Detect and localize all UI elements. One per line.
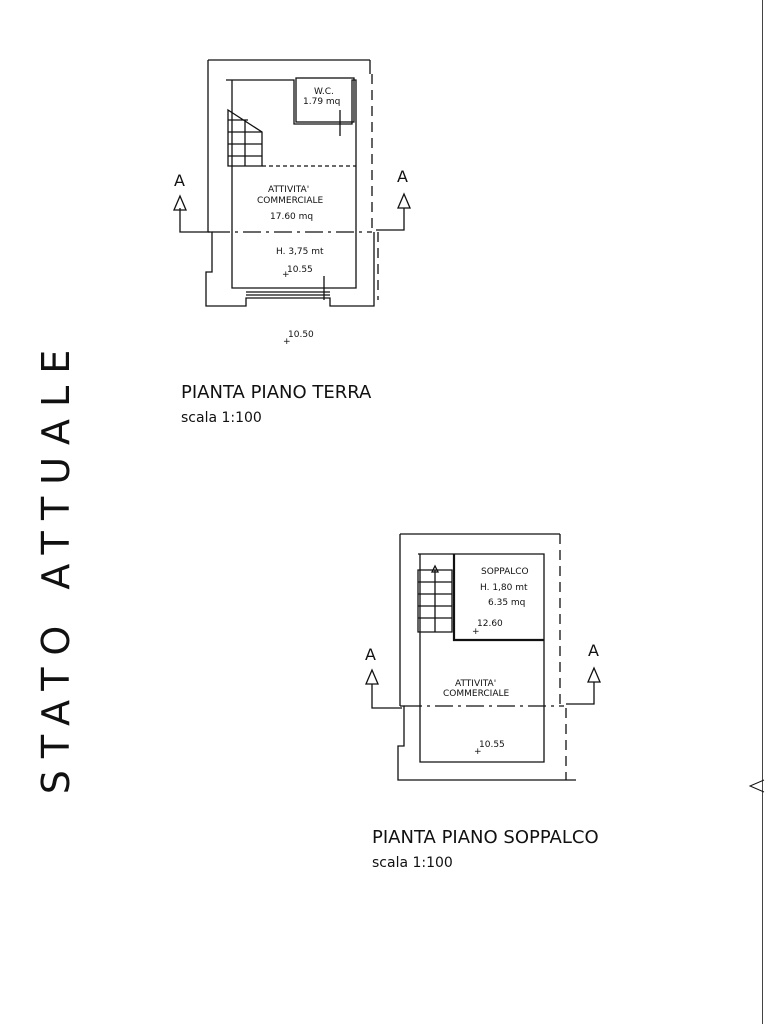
section-label-left: A <box>365 645 376 664</box>
section-arrow-right <box>398 194 410 208</box>
mezz-height: H. 1,80 mt <box>480 583 528 593</box>
sheet-border-line <box>762 0 763 1024</box>
property-line <box>560 534 566 780</box>
section-label-right: A <box>397 167 408 186</box>
sheet-title: STATO ATTUALE <box>34 337 78 795</box>
stairs <box>418 570 452 632</box>
section-leader-right <box>566 682 594 704</box>
outer-wall <box>206 60 374 306</box>
room-name-line1: ATTIVITA' <box>268 185 310 195</box>
ground-plan-scale: scala 1:100 <box>181 410 262 426</box>
wc-area: 1.79 mq <box>303 97 341 107</box>
section-arrow-right <box>588 668 600 682</box>
room-name-line2: COMMERCIALE <box>443 689 510 699</box>
mezzanine-edge <box>454 554 544 640</box>
section-leader-right <box>376 208 404 230</box>
inner-wall <box>418 554 544 762</box>
mezzanine-plan-title: PIANTA PIANO SOPPALCO <box>372 827 599 848</box>
section-label-right: A <box>588 641 599 660</box>
section-leader-left <box>372 684 402 708</box>
room-name-line1: ATTIVITA' <box>455 679 497 689</box>
level-floor: 10.55 <box>479 740 505 750</box>
level-mezz: 12.60 <box>477 619 503 629</box>
stairs <box>228 110 262 166</box>
inner-wall <box>226 80 356 288</box>
entrance-threshold <box>246 292 330 295</box>
level-mark-mezz: + <box>472 627 480 637</box>
property-line <box>372 74 378 300</box>
room-area: 17.60 mq <box>270 212 314 222</box>
section-arrow-left <box>366 670 378 684</box>
wc-name: W.C. <box>314 87 334 97</box>
level-mark-outside: + <box>283 337 291 347</box>
room-name-line2: COMMERCIALE <box>257 196 324 206</box>
section-label-left: A <box>174 171 185 190</box>
mezz-area: 6.35 mq <box>488 598 526 608</box>
wc-room <box>296 78 354 122</box>
stair-arrow <box>432 566 438 572</box>
room-height: H. 3,75 mt <box>276 247 324 257</box>
mezz-name: SOPPALCO <box>481 567 529 577</box>
section-arrow-left <box>174 196 186 210</box>
level-outside: 10.50 <box>288 330 314 340</box>
section-leader-left <box>180 208 210 232</box>
level-mark-inside: + <box>282 270 290 280</box>
level-mark-floor: + <box>474 747 482 757</box>
ground-plan-title: PIANTA PIANO TERRA <box>181 382 372 403</box>
level-inside: 10.55 <box>287 265 313 275</box>
mezzanine-plan-scale: scala 1:100 <box>372 855 453 871</box>
outer-wall <box>398 534 576 780</box>
